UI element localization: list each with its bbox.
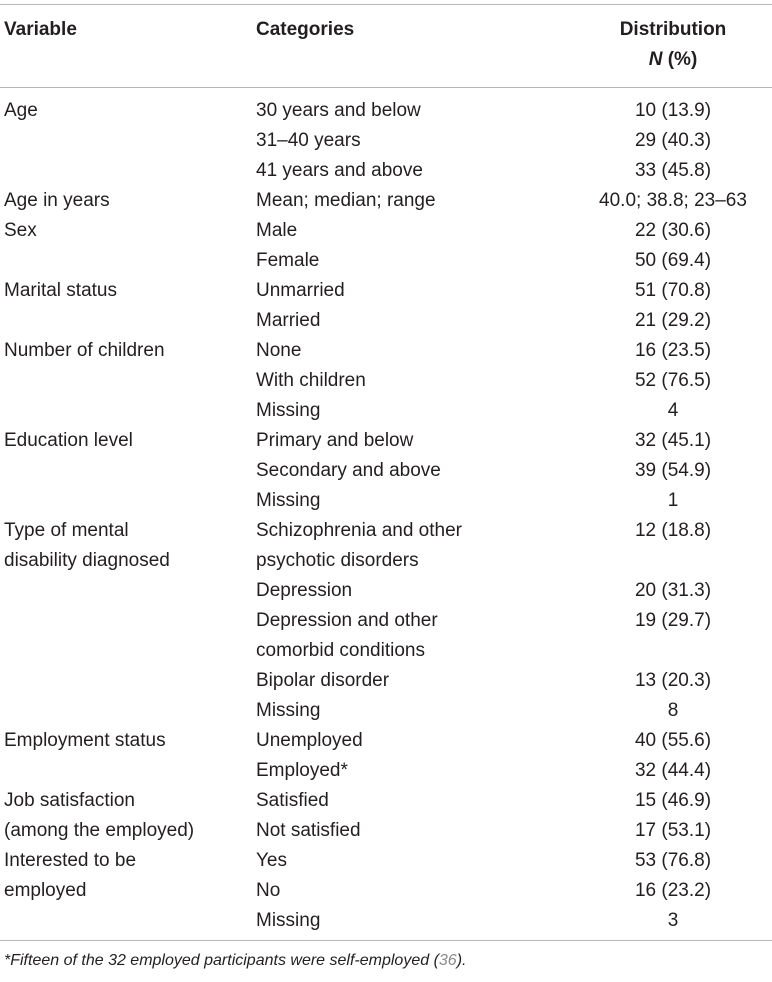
cell-distribution: 12 (18.8) bbox=[634, 520, 712, 541]
cell-variable bbox=[0, 576, 256, 606]
table-row bbox=[0, 306, 772, 336]
cell-distribution: 13 (20.3) bbox=[634, 670, 712, 691]
cell-variable bbox=[0, 456, 256, 486]
cell-category: 41 years and above bbox=[256, 160, 423, 181]
table-row bbox=[0, 426, 772, 456]
cell-category: No bbox=[256, 880, 281, 901]
cell-variable bbox=[0, 636, 256, 666]
cell-category: Secondary and above bbox=[256, 460, 441, 481]
cell-category: Yes bbox=[256, 850, 287, 871]
header-distribution-label: Distribution bbox=[619, 19, 727, 40]
cell-category: Married bbox=[256, 310, 321, 331]
table-row bbox=[0, 726, 772, 756]
table-row bbox=[0, 88, 772, 127]
header-categories: Categories bbox=[256, 19, 355, 40]
cell-category: psychotic disorders bbox=[256, 550, 419, 571]
cell-variable bbox=[0, 156, 256, 186]
cell-variable bbox=[0, 906, 256, 941]
table-body bbox=[0, 88, 772, 941]
cell-distribution: 19 (29.7) bbox=[634, 610, 712, 631]
table-row bbox=[0, 156, 772, 186]
cell-distribution: 39 (54.9) bbox=[634, 460, 712, 481]
cell-distribution: 16 (23.5) bbox=[634, 340, 712, 361]
footnote-end: ). bbox=[456, 952, 467, 969]
header-percent: (%) bbox=[662, 49, 698, 70]
table-row bbox=[0, 216, 772, 246]
cell-category: With children bbox=[256, 370, 366, 391]
cell-category: Female bbox=[256, 250, 320, 271]
table-row bbox=[0, 246, 772, 276]
table-row bbox=[0, 546, 772, 576]
header-n-percent bbox=[574, 45, 772, 75]
cell-distribution bbox=[574, 546, 772, 576]
cell-distribution: 32 (44.4) bbox=[634, 760, 712, 781]
cell-variable: Education level bbox=[4, 430, 133, 451]
cell-category: Missing bbox=[256, 910, 321, 931]
cell-variable bbox=[0, 306, 256, 336]
cell-distribution: 21 (29.2) bbox=[634, 310, 712, 331]
cell-distribution: 10 (13.9) bbox=[634, 100, 712, 121]
cell-variable: Number of children bbox=[4, 340, 165, 361]
cell-distribution: 3 bbox=[667, 910, 679, 931]
cell-category: Missing bbox=[256, 490, 321, 511]
cell-category: Depression bbox=[256, 580, 353, 601]
cell-category: Unemployed bbox=[256, 730, 363, 751]
header-distribution bbox=[574, 5, 772, 88]
demographics-table bbox=[0, 4, 772, 941]
cell-category: Bipolar disorder bbox=[256, 670, 390, 691]
cell-category: Employed* bbox=[256, 760, 348, 781]
cell-distribution: 52 (76.5) bbox=[634, 370, 712, 391]
cell-category: Schizophrenia and other bbox=[256, 520, 462, 541]
cell-category: Primary and below bbox=[256, 430, 414, 451]
cell-category: Satisfied bbox=[256, 790, 329, 811]
cell-distribution bbox=[574, 636, 772, 666]
cell-category: Depression and other bbox=[256, 610, 438, 631]
cell-variable: Employment status bbox=[4, 730, 166, 751]
cell-variable bbox=[0, 606, 256, 636]
cell-distribution: 32 (45.1) bbox=[634, 430, 712, 451]
table-row bbox=[0, 786, 772, 816]
cell-distribution: 4 bbox=[667, 400, 679, 421]
cell-variable bbox=[0, 486, 256, 516]
cell-category: Not satisfied bbox=[256, 820, 361, 841]
cell-distribution: 51 (70.8) bbox=[634, 280, 712, 301]
table-row bbox=[0, 606, 772, 636]
table-footnote bbox=[4, 950, 466, 972]
cell-variable: Age bbox=[4, 100, 38, 121]
table-row bbox=[0, 366, 772, 396]
cell-category: Unmarried bbox=[256, 280, 345, 301]
table-row bbox=[0, 396, 772, 426]
cell-variable: Interested to be bbox=[4, 850, 137, 871]
cell-variable: Type of mental bbox=[4, 520, 129, 541]
table-header-row bbox=[0, 5, 772, 88]
table-row bbox=[0, 636, 772, 666]
cell-variable: Job satisfaction bbox=[4, 790, 135, 811]
table-row bbox=[0, 276, 772, 306]
cell-variable bbox=[0, 756, 256, 786]
cell-variable bbox=[0, 396, 256, 426]
cell-variable: Sex bbox=[4, 220, 37, 241]
cell-variable bbox=[0, 126, 256, 156]
cell-distribution: 8 bbox=[667, 700, 679, 721]
table-row bbox=[0, 456, 772, 486]
cell-category: Missing bbox=[256, 700, 321, 721]
cell-distribution: 1 bbox=[667, 490, 679, 511]
cell-category: None bbox=[256, 340, 302, 361]
cell-category: 30 years and below bbox=[256, 100, 421, 121]
cell-distribution: 50 (69.4) bbox=[634, 250, 712, 271]
cell-variable bbox=[0, 666, 256, 696]
cell-variable: disability diagnosed bbox=[4, 550, 170, 571]
cell-category: Mean; median; range bbox=[256, 190, 436, 211]
header-n-symbol: N bbox=[648, 49, 663, 70]
table-row bbox=[0, 486, 772, 516]
table-row bbox=[0, 576, 772, 606]
table-row bbox=[0, 906, 772, 941]
cell-distribution: 40.0; 38.8; 23–63 bbox=[599, 190, 747, 211]
table-row bbox=[0, 816, 772, 846]
cell-distribution: 33 (45.8) bbox=[634, 160, 712, 181]
footnote-reference-link[interactable]: 36 bbox=[438, 952, 457, 969]
cell-category: 31–40 years bbox=[256, 130, 361, 151]
cell-category: Missing bbox=[256, 400, 321, 421]
cell-distribution: 40 (55.6) bbox=[634, 730, 712, 751]
cell-variable bbox=[0, 246, 256, 276]
table-row bbox=[0, 186, 772, 216]
cell-variable bbox=[0, 366, 256, 396]
table-row bbox=[0, 126, 772, 156]
table-row bbox=[0, 876, 772, 906]
table-row bbox=[0, 666, 772, 696]
cell-variable: employed bbox=[4, 880, 87, 901]
cell-distribution: 16 (23.2) bbox=[634, 880, 712, 901]
cell-distribution: 53 (76.8) bbox=[634, 850, 712, 871]
cell-distribution: 22 (30.6) bbox=[634, 220, 712, 241]
cell-distribution: 15 (46.9) bbox=[634, 790, 712, 811]
cell-distribution: 29 (40.3) bbox=[634, 130, 712, 151]
cell-variable: (among the employed) bbox=[4, 820, 195, 841]
cell-variable: Marital status bbox=[4, 280, 117, 301]
table-row bbox=[0, 756, 772, 786]
table-row bbox=[0, 336, 772, 366]
cell-variable: Age in years bbox=[4, 190, 110, 211]
table-row bbox=[0, 516, 772, 546]
footnote-text: *Fifteen of the 32 employed participants were self-employed ( bbox=[4, 952, 439, 969]
header-variable: Variable bbox=[4, 19, 77, 40]
table-row bbox=[0, 846, 772, 876]
cell-distribution: 20 (31.3) bbox=[634, 580, 712, 601]
cell-distribution: 17 (53.1) bbox=[634, 820, 712, 841]
cell-variable bbox=[0, 696, 256, 726]
table-row bbox=[0, 696, 772, 726]
cell-category: comorbid conditions bbox=[256, 640, 425, 661]
cell-category: Male bbox=[256, 220, 298, 241]
